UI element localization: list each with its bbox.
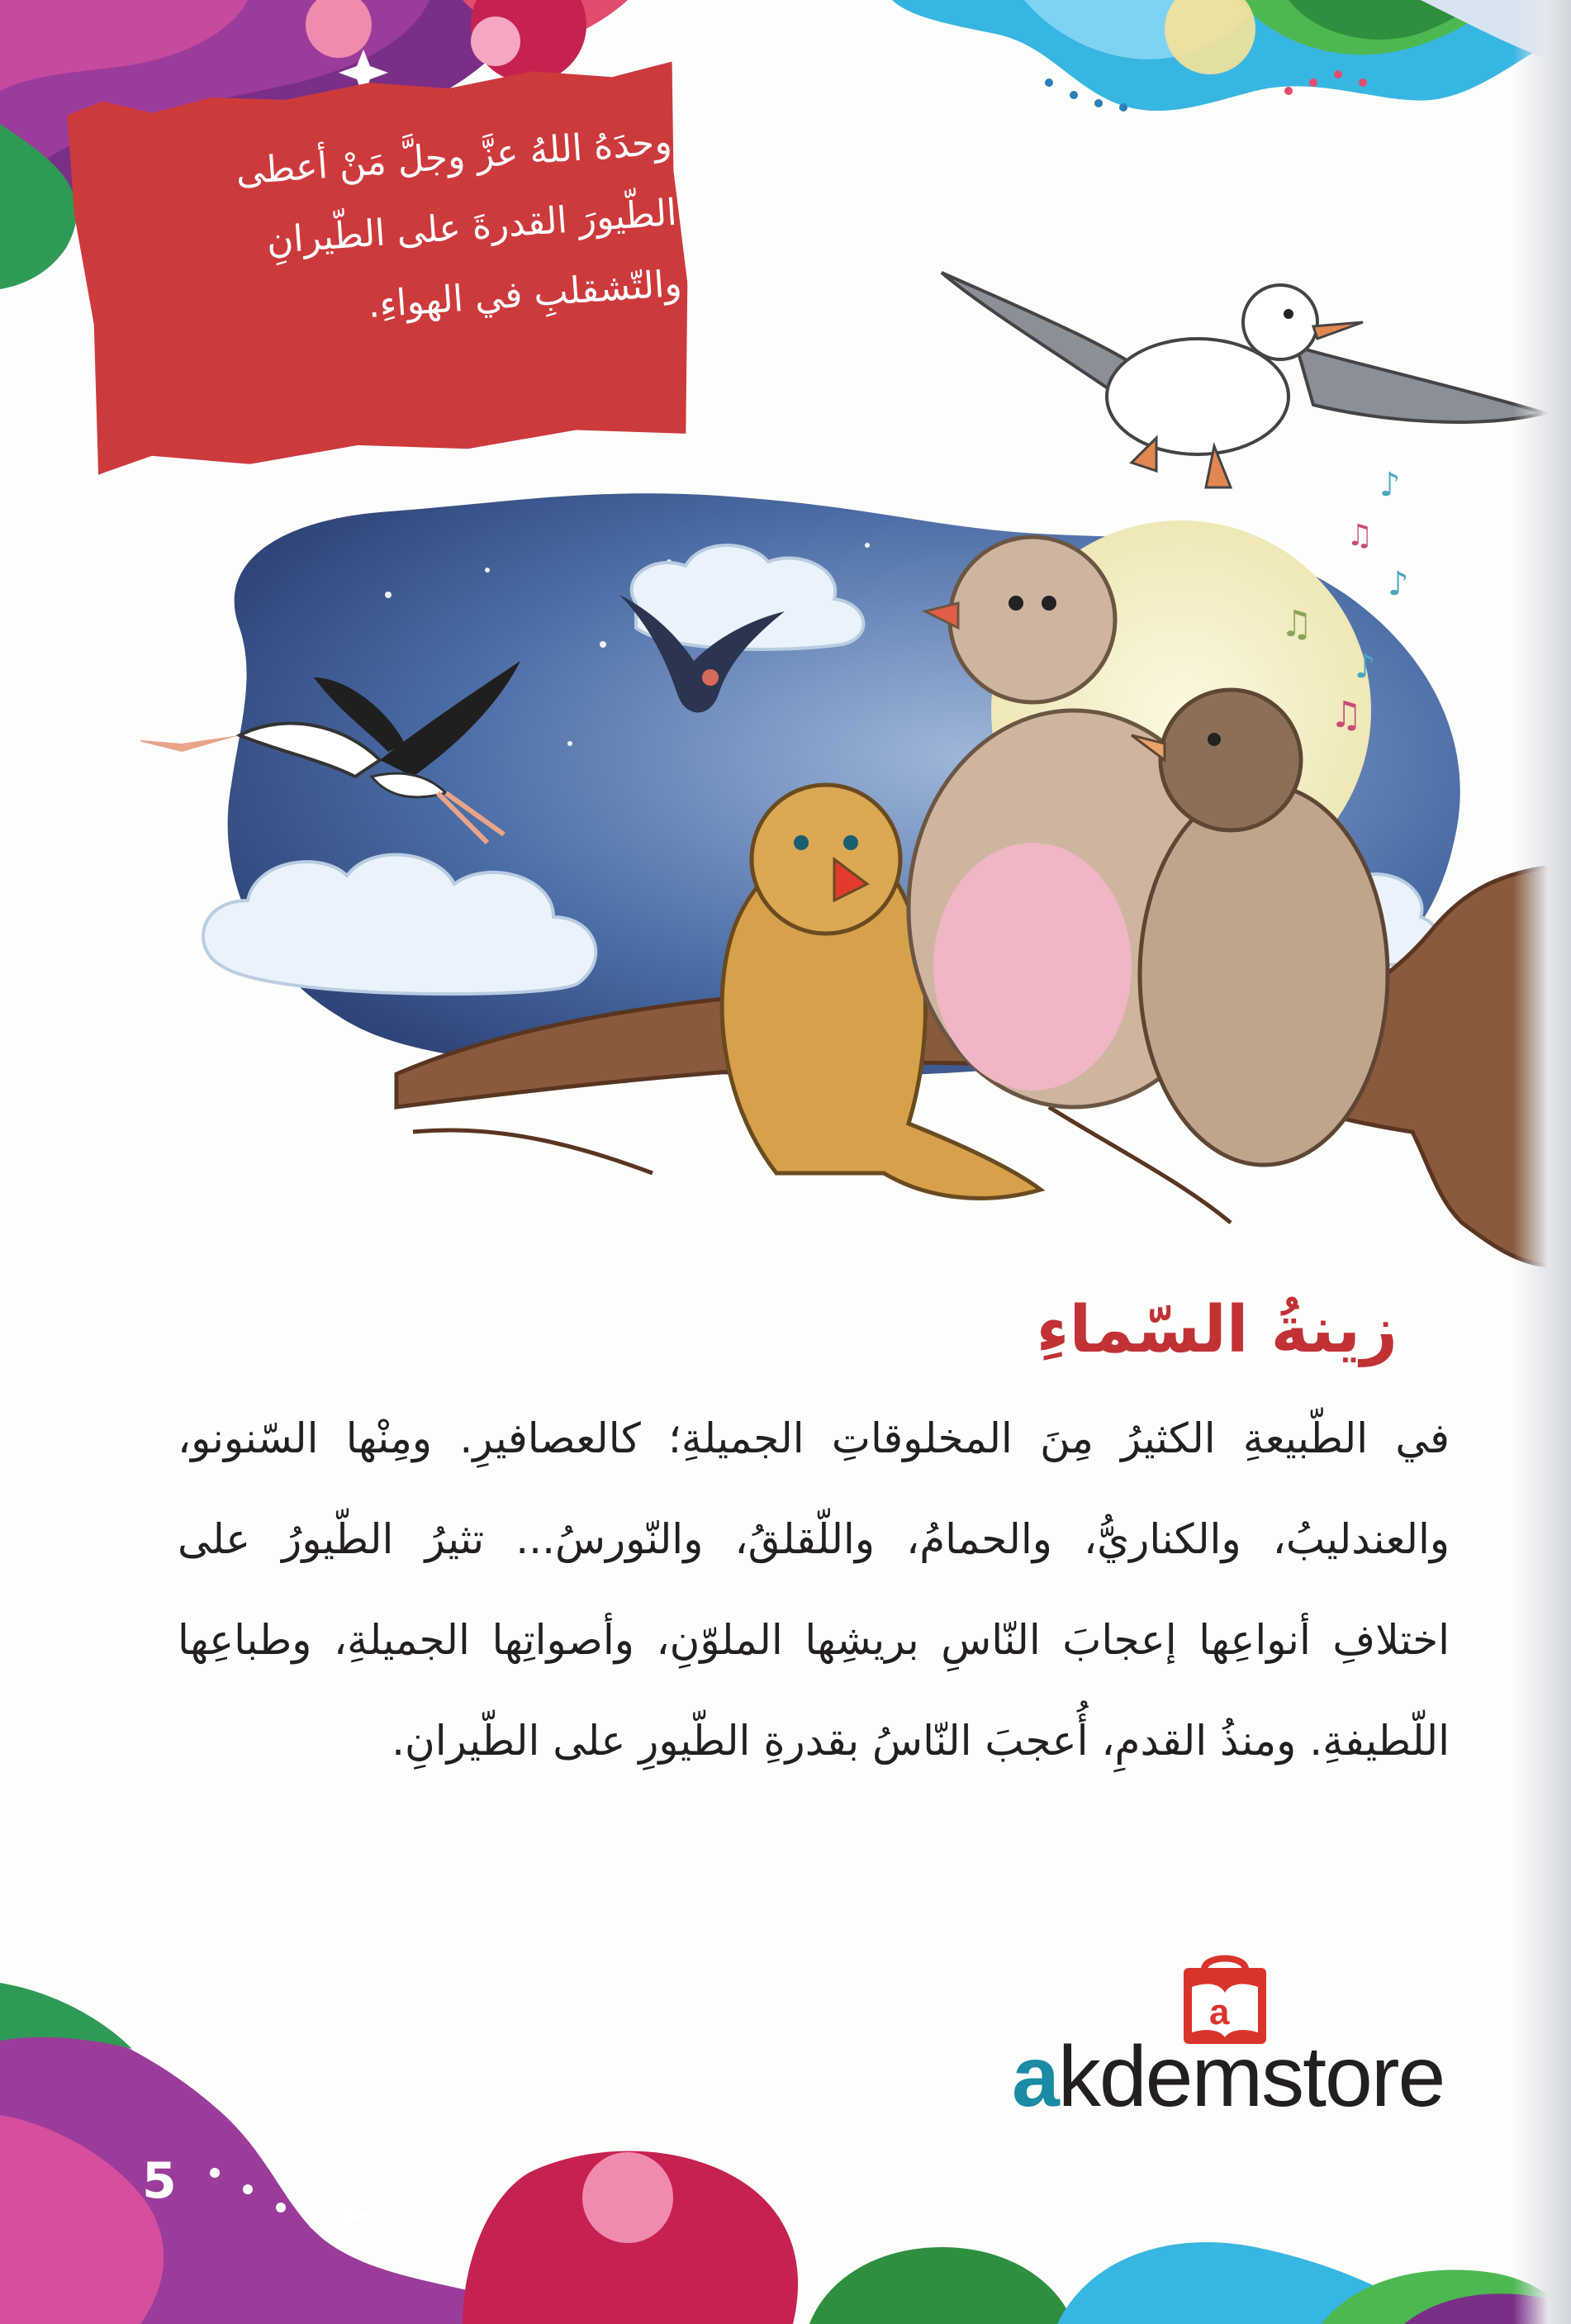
note-text: وحدَهُ اللهُ عزَّ وجلَّ مَنْ أعطى الطّيورَ القدرةَ على الطّيرانِ والتّشقلبِ في الهواءِ. bbox=[234, 120, 683, 327]
birds-illustration bbox=[140, 248, 1571, 1289]
brand-name[interactable] bbox=[1012, 2028, 1444, 2127]
body-paragraph: في الطّبيعةِ الكثيرُ مِنَ المخلوقاتِ الجميلةِ؛ كالعصافيرِ. ومِنْها السّنونو، والعندليبُ، والكناريُّ، والحمامُ، واللّقلقُ، والنّورسُ... تثيرُ الطّيورُ على اختلافِ أنواعِها إعجابَ النّاسِ بريشِها الملوّنِ، وأصواتِها الجميلةِ، وطباعِها اللّطيفةِ. ومنذُ القدمِ، أُعجبَ النّاسُ بقدرةِ الطّيورِ على الطّيرانِ. bbox=[178, 1414, 1450, 1765]
svg-text:♪: ♪ bbox=[1379, 466, 1401, 504]
page-number: 5 bbox=[142, 2152, 177, 2210]
svg-text:a: a bbox=[1209, 1992, 1230, 2032]
brand-name-rest: kdemstore bbox=[1057, 2029, 1445, 2125]
svg-text:♪: ♪ bbox=[1388, 565, 1409, 603]
brand-name-first: a bbox=[1012, 2029, 1058, 2125]
seagull bbox=[942, 273, 1545, 487]
svg-text:♪: ♪ bbox=[1355, 648, 1376, 686]
svg-text:♫: ♫ bbox=[1330, 694, 1363, 736]
svg-text:♫: ♫ bbox=[1280, 603, 1313, 645]
page-spine-shadow bbox=[1513, 0, 1571, 2324]
section-title: زينةُ السّماءِ bbox=[1036, 1293, 1398, 1367]
svg-text:♫: ♫ bbox=[1346, 519, 1374, 553]
